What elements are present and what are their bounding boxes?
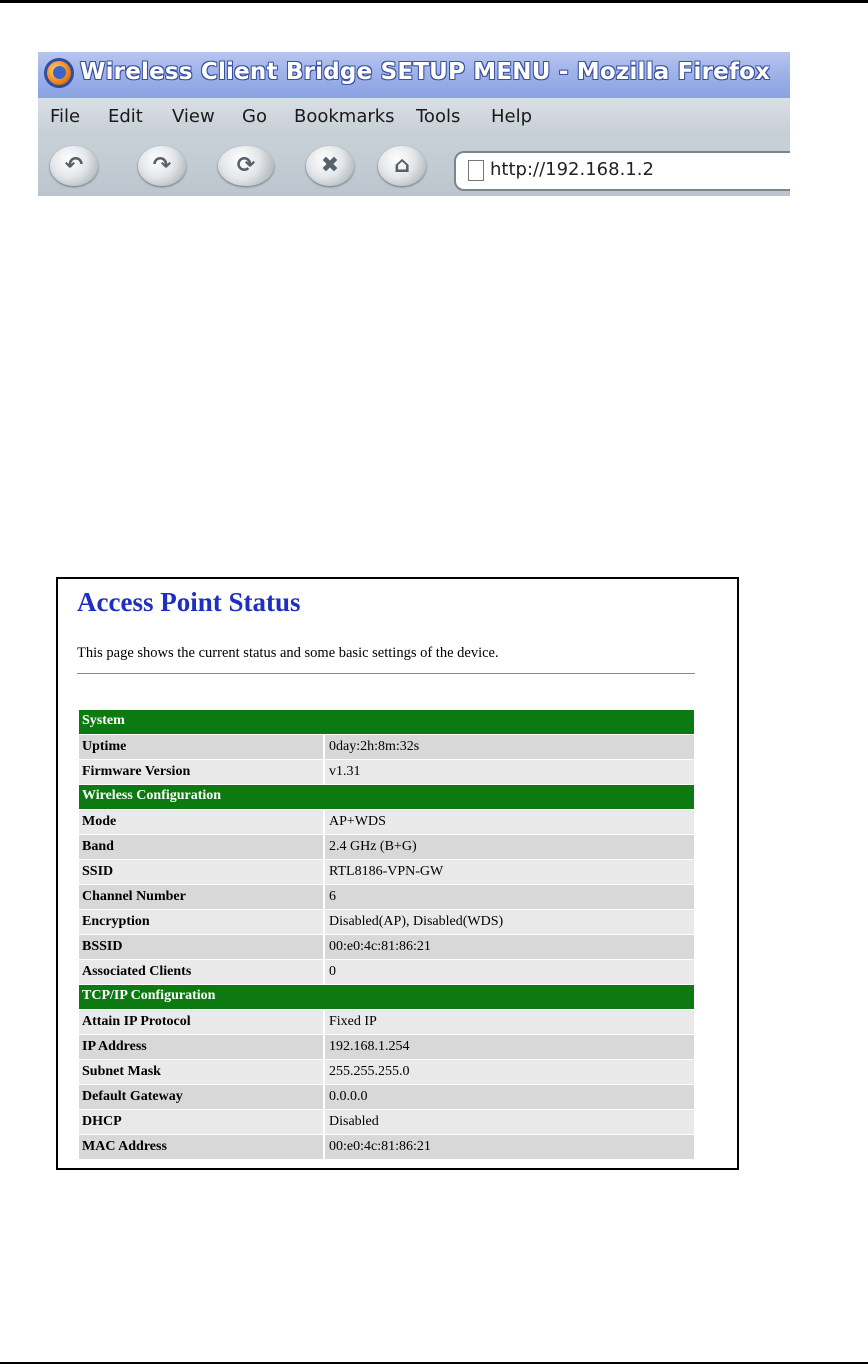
section-label: System bbox=[82, 713, 125, 728]
row-value: 0 bbox=[329, 964, 336, 979]
row-label: Firmware Version bbox=[82, 764, 191, 779]
page-description: This page shows the current status and some basic settings of the device. bbox=[77, 645, 499, 661]
menu-bookmarks[interactable]: Bookmarks bbox=[294, 106, 395, 127]
row-label: Encryption bbox=[82, 914, 150, 929]
row-label: Channel Number bbox=[82, 889, 186, 904]
row-value: 0.0.0.0 bbox=[329, 1089, 368, 1104]
forward-icon: ↷ bbox=[152, 153, 172, 178]
section-label: Wireless Configuration bbox=[82, 788, 222, 803]
reload-icon: ⟳ bbox=[236, 153, 256, 178]
address-text[interactable]: http://192.168.1.2 bbox=[490, 159, 654, 180]
page-top-rule bbox=[0, 0, 868, 3]
row-value: 255.255.255.0 bbox=[329, 1064, 410, 1079]
row-value: 2.4 GHz (B+G) bbox=[329, 839, 417, 854]
access-point-status-panel bbox=[56, 577, 739, 1170]
row-label: MAC Address bbox=[82, 1139, 167, 1154]
table-row bbox=[79, 935, 694, 959]
row-label: Mode bbox=[82, 814, 117, 829]
section-header-system bbox=[79, 710, 694, 734]
window-title: Wireless Client Bridge SETUP MENU - Mozilla Firefox bbox=[80, 59, 771, 85]
row-value: 192.168.1.254 bbox=[329, 1039, 410, 1054]
table-row bbox=[79, 910, 694, 934]
navigation-toolbar bbox=[38, 136, 790, 196]
table-row bbox=[79, 835, 694, 859]
row-value: Fixed IP bbox=[329, 1014, 377, 1029]
table-row bbox=[79, 1085, 694, 1109]
row-label: Uptime bbox=[82, 739, 127, 754]
section-header-wireless bbox=[79, 785, 694, 809]
row-value: AP+WDS bbox=[329, 814, 386, 829]
stop-icon: ✖ bbox=[320, 153, 340, 178]
page-icon bbox=[468, 160, 484, 181]
menu-view[interactable]: View bbox=[172, 106, 215, 127]
table-row bbox=[79, 1060, 694, 1084]
status-table bbox=[79, 710, 694, 1160]
home-icon: ⌂ bbox=[394, 153, 410, 178]
divider bbox=[77, 673, 695, 674]
row-label: BSSID bbox=[82, 939, 123, 954]
reload-button[interactable] bbox=[218, 146, 274, 186]
table-row bbox=[79, 1110, 694, 1134]
section-header-tcpip bbox=[79, 985, 694, 1009]
back-button[interactable] bbox=[50, 146, 98, 186]
table-row bbox=[79, 860, 694, 884]
table-row bbox=[79, 1035, 694, 1059]
stop-button[interactable] bbox=[306, 146, 354, 186]
row-label: IP Address bbox=[82, 1039, 147, 1054]
section-label: TCP/IP Configuration bbox=[82, 988, 216, 1003]
page-bottom-rule bbox=[0, 1362, 868, 1364]
row-value: 00:e0:4c:81:86:21 bbox=[329, 1139, 431, 1154]
menu-help[interactable]: Help bbox=[491, 106, 533, 127]
row-label: Associated Clients bbox=[82, 964, 192, 979]
home-button[interactable] bbox=[378, 146, 426, 186]
menu-tools[interactable]: Tools bbox=[416, 106, 461, 127]
table-row bbox=[79, 810, 694, 834]
forward-button[interactable] bbox=[138, 146, 186, 186]
row-label: Default Gateway bbox=[82, 1089, 183, 1104]
menu-bar bbox=[38, 98, 790, 136]
row-value: Disabled bbox=[329, 1114, 379, 1129]
row-label: DHCP bbox=[82, 1114, 122, 1129]
menu-file[interactable]: File bbox=[50, 106, 81, 127]
row-value: RTL8186-VPN-GW bbox=[329, 864, 444, 879]
row-value: 00:e0:4c:81:86:21 bbox=[329, 939, 431, 954]
back-icon: ↶ bbox=[64, 153, 84, 178]
row-value: Disabled(AP), Disabled(WDS) bbox=[329, 914, 504, 929]
row-label: Band bbox=[82, 839, 114, 854]
menu-go[interactable]: Go bbox=[242, 106, 267, 127]
row-label: Subnet Mask bbox=[82, 1064, 161, 1079]
table-row bbox=[79, 1010, 694, 1034]
row-label: Attain IP Protocol bbox=[82, 1014, 191, 1029]
page-title: Access Point Status bbox=[77, 587, 301, 617]
table-row bbox=[79, 760, 694, 784]
menu-edit[interactable]: Edit bbox=[108, 106, 143, 127]
row-value: v1.31 bbox=[329, 764, 361, 779]
row-value: 0day:2h:8m:32s bbox=[329, 739, 420, 754]
row-value: 6 bbox=[329, 889, 336, 904]
table-row bbox=[79, 885, 694, 909]
browser-window-chrome bbox=[38, 52, 790, 196]
table-row bbox=[79, 960, 694, 984]
window-titlebar bbox=[38, 52, 790, 98]
address-bar[interactable] bbox=[454, 151, 790, 191]
firefox-logo-icon bbox=[44, 58, 74, 88]
table-row bbox=[79, 1135, 694, 1159]
table-row bbox=[79, 735, 694, 759]
row-label: SSID bbox=[82, 864, 114, 879]
